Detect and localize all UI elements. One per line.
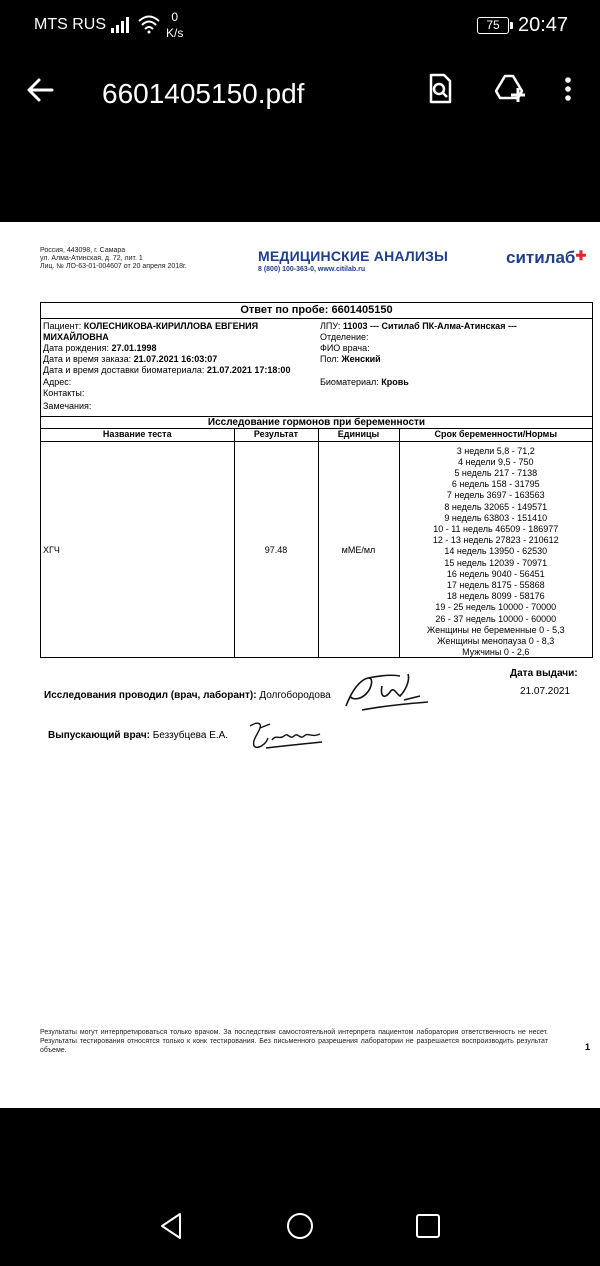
lab-label: Исследования проводил (врач, лаборант): [44,690,257,701]
test-unit: мМЕ/мл [318,441,399,658]
file-title: 6601405150.pdf [102,78,305,109]
doctor-label: ФИО врача: [320,343,370,353]
norm-line: 4 недели 9,5 - 750 [457,456,534,467]
release-signature-icon [246,718,326,754]
dept-label: Отделение: [320,332,369,342]
report-table [40,302,593,658]
sex-label: Пол: [320,354,340,364]
sex-value: Женский [341,354,381,364]
search-document-icon[interactable] [424,72,456,106]
disclaimer: Результаты могут интерпретироваться только врачом. За последствия самостоятельной интерпрета пациентом лаборатория ответственность не несет. Результаты тестирования относятся только к конк тестирования. Без письменного разрешения лаборатории не разрешается воспроизводить результат объеме. [40,1029,548,1054]
pdf-page[interactable] [0,222,600,1108]
dob-label: Дата рождения: [43,343,109,353]
test-result: 97.48 [234,441,318,658]
norm-line: 16 недель 9040 - 56451 [446,568,545,579]
citilab-logo [506,248,586,268]
lab-signature-icon [338,666,436,718]
col-units: Единицы [318,429,399,441]
lpu-label: ЛПУ: [320,321,341,331]
app-bar [0,52,600,222]
more-options-icon[interactable] [552,72,584,106]
remarks-label: Замечания: [43,401,92,411]
back-nav-icon[interactable] [158,1212,184,1240]
address-line-1: Россия, 443098, г. Самара [40,247,126,254]
contacts-label: Контакты: [43,388,85,398]
norm-line: 8 недель 32065 - 149571 [444,501,548,512]
page-number: 1 [585,1042,591,1052]
patient-name-1: КОЛЕСНИКОВА-КИРИЛЛОВА ЕВГЕНИЯ [83,321,259,331]
logo-text: ситилаб [506,248,576,267]
norm-line: 18 недель 8099 - 58176 [446,591,545,602]
report-title: Ответ по пробе: 6601405150 [41,303,592,319]
order-value: 21.07.2021 16:03:07 [133,354,218,364]
issue-date: 21.07.2021 [520,686,571,697]
test-name: ХГЧ [41,441,234,658]
dob-value: 27.01.1998 [111,343,157,353]
norm-line: Женщины менопауза 0 - 8,3 [437,635,555,646]
patient-row [43,321,258,332]
address-line-2: ул. Алма-Атинская, д. 72, лит. 1 [40,255,143,262]
nav-bar [0,1108,600,1266]
lpu-row [320,321,517,332]
delivery-value: 21.07.2021 17:18:00 [206,365,291,375]
col-test-name: Название теста [41,429,234,441]
col-norms: Срок беременности/Нормы [399,429,592,441]
norm-line: 6 недель 158 - 31795 [451,479,540,490]
delivery-label: Дата и время доставки биоматериала: [43,365,205,375]
patient-name-2-row [43,332,109,343]
wifi-icon [138,14,160,34]
speed-unit: K/s [166,26,184,40]
address-label: Адрес: [43,377,72,387]
norm-line: 10 - 11 недель 46509 - 186977 [433,523,559,534]
issue-label: Дата выдачи: [510,668,578,679]
heading-contacts: 8 (800) 100-363-0, www.citilab.ru [258,266,366,273]
sex-row [320,354,381,365]
speed-value: 0 [171,10,179,24]
release-label: Выпускающий врач: [48,730,150,741]
lab-name: Долгобородова [259,690,331,701]
dob-row [43,343,157,354]
norm-line: 3 недели 5,8 - 71,2 [456,445,535,456]
add-to-drive-icon[interactable] [494,72,526,106]
norm-line: 9 недель 63803 - 151410 [444,512,548,523]
norm-line: 12 - 13 недель 27823 - 210612 [432,535,559,546]
heading-title: МЕДИЦИНСКИЕ АНАЛИЗЫ [258,248,449,264]
bio-row [320,377,409,388]
release-signature-row [48,730,228,741]
patient-info [41,319,592,417]
norm-line: 7 недель 3697 - 163563 [446,490,545,501]
lpu-value: 11003 --- Ситилаб ПК-Алма-Атинская --- [342,321,517,331]
recents-nav-icon[interactable] [415,1212,441,1240]
signal-icon [110,16,130,34]
carrier-label: MTS RUS [34,16,106,33]
order-row [43,354,217,365]
lab-heading [258,248,448,273]
results-header-row [41,429,592,441]
col-result: Результат [234,429,318,441]
clock: 20:47 [518,14,569,36]
battery-icon: 75 [477,17,509,34]
lab-address [40,247,187,271]
norm-line: 5 недель 217 - 7138 [454,467,538,478]
norm-line: Мужчины 0 - 2,6 [462,647,530,658]
delivery-row [43,365,290,376]
norm-line: 26 - 37 недель 10000 - 60000 [435,613,557,624]
license-line: Лиц. № ЛО-63-01-004607 от 20 апреля 2018г. [40,263,187,270]
back-arrow-icon[interactable] [24,74,56,106]
status-bar [0,0,600,52]
norm-line: 15 недель 12039 - 70971 [444,557,548,568]
bio-label: Биоматериал: [320,377,379,387]
norm-line: Женщины не беременные 0 - 5,3 [426,624,565,635]
order-label: Дата и время заказа: [43,354,132,364]
norm-line: 19 - 25 недель 10000 - 70000 [435,602,557,613]
patient-name-2: МИХАЙЛОВНА [43,332,109,342]
bio-value: Кровь [381,377,409,387]
norm-line: 14 недель 13950 - 62530 [444,546,548,557]
network-speed [166,9,183,41]
release-name: Беззубцева Е.А. [152,730,229,741]
norm-line: 17 недель 8175 - 55868 [446,579,545,590]
lab-signature-row [44,690,331,701]
section-title: Исследование гормонов при беременности [41,417,592,429]
patient-label: Пациент: [43,321,82,331]
results-table [41,429,592,658]
logo-cross-icon: ✚ [575,248,587,263]
home-nav-icon[interactable] [286,1212,314,1240]
table-row [41,441,592,658]
norms-cell [399,441,592,658]
